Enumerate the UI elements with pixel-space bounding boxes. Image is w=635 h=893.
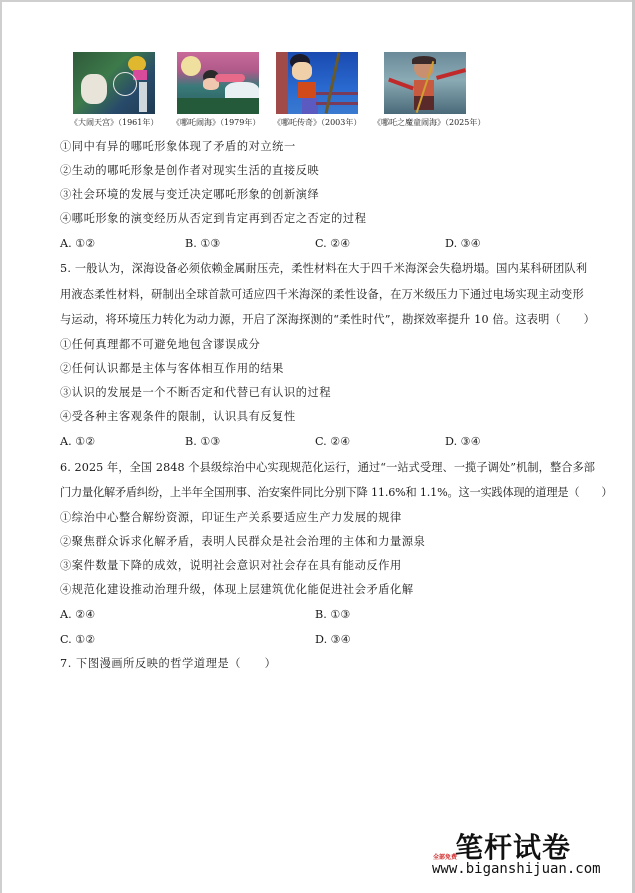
question-stem: 5. 一般认为，深海设备必须依赖金属耐压壳，柔性材料在大于四千米海深会失稳坍塌。国内某科研团队利 (60, 262, 588, 275)
option-d[interactable]: D. ③④ (315, 633, 351, 646)
image-caption: 《大闹天宫》（1961年） (70, 118, 159, 127)
page-border-left (0, 0, 2, 893)
statement: ②任何认识都是主体与客体相互作用的结果 (60, 362, 284, 375)
option-d[interactable]: D. ③④ (445, 237, 481, 250)
image-nezha-1979 (177, 52, 259, 114)
option-b[interactable]: B. ①③ (185, 237, 221, 250)
option-a[interactable]: A. ①② (60, 435, 96, 448)
statement: ①任何真理都不可避免地包含谬误成分 (60, 338, 261, 351)
statement: ①综治中心整合解纷资源，印证生产关系要适应生产力发展的规律 (60, 511, 402, 524)
page-border-top (0, 0, 635, 2)
statement: ②聚焦群众诉求化解矛盾，表明人民群众是社会治理的主体和力量源泉 (60, 535, 426, 548)
question-stem: 6. 2025 年，全国 2848 个县级综治中心实现规范化运行，通过“一站式受理、一揽子调处”机制，整合多部 (60, 461, 596, 474)
image-caption: 《哪吒闹海》（1979年） (172, 118, 261, 127)
statement: ③认识的发展是一个不断否定和代替已有认识的过程 (60, 386, 332, 399)
image-caption: 《哪吒传奇》（2003年） (273, 118, 362, 127)
question-stem: 7. 下图漫画所反映的哲学道理是（ ） (60, 657, 277, 670)
option-a[interactable]: A. ①② (60, 237, 96, 250)
question-stem: 与运动，将环境压力转化为动力源，开启了深海探测的“柔性时代”，勘探效率提升 10 倍。这表明（ ） (60, 313, 596, 326)
option-d[interactable]: D. ③④ (445, 435, 481, 448)
option-c[interactable]: C. ②④ (315, 435, 351, 448)
statement: ③社会环境的发展与变迁决定哪吒形象的创新演绎 (60, 188, 320, 201)
watermark-tag: 全部免费 (433, 854, 458, 861)
watermark-title: 笔杆试卷 (455, 831, 572, 864)
statement: ④规范化建设推动治理升级，体现上层建筑优化能促进社会矛盾化解 (60, 583, 414, 596)
statement: ①同中有异的哪吒形象体现了矛盾的对立统一 (60, 140, 296, 153)
question-stem: 门力量化解矛盾纠纷，上半年全国刑事、治安案件同比分别下降 11.6%和 1.1%。这一实践体现的道理是（ ） (60, 486, 613, 499)
watermark-url: www.biganshijuan.com (432, 861, 601, 877)
image-nezha-2025 (384, 52, 466, 114)
option-a[interactable]: A. ②④ (60, 608, 96, 621)
statement: ④受各种主客观条件的限制，认识具有反复性 (60, 410, 296, 423)
option-c[interactable]: C. ②④ (315, 237, 351, 250)
statement: ④哪吒形象的演变经历从否定到肯定再到否定之否定的过程 (60, 212, 367, 225)
question-stem: 用液态柔性材料，研制出全球首款可适应四千米海深的柔性设备，在万米级压力下通过电场实现主动变形 (60, 288, 584, 301)
option-c[interactable]: C. ①② (60, 633, 96, 646)
image-monkey-king-1961 (73, 52, 155, 114)
statement: ②生动的哪吒形象是创作者对现实生活的直接反映 (60, 164, 320, 177)
statement: ③案件数量下降的成效，说明社会意识对社会存在具有能动反作用 (60, 559, 402, 572)
image-caption: 《哪吒之魔童闹海》（2025年） (373, 118, 486, 127)
option-b[interactable]: B. ①③ (315, 608, 351, 621)
option-b[interactable]: B. ①③ (185, 435, 221, 448)
image-nezha-2003 (276, 52, 358, 114)
